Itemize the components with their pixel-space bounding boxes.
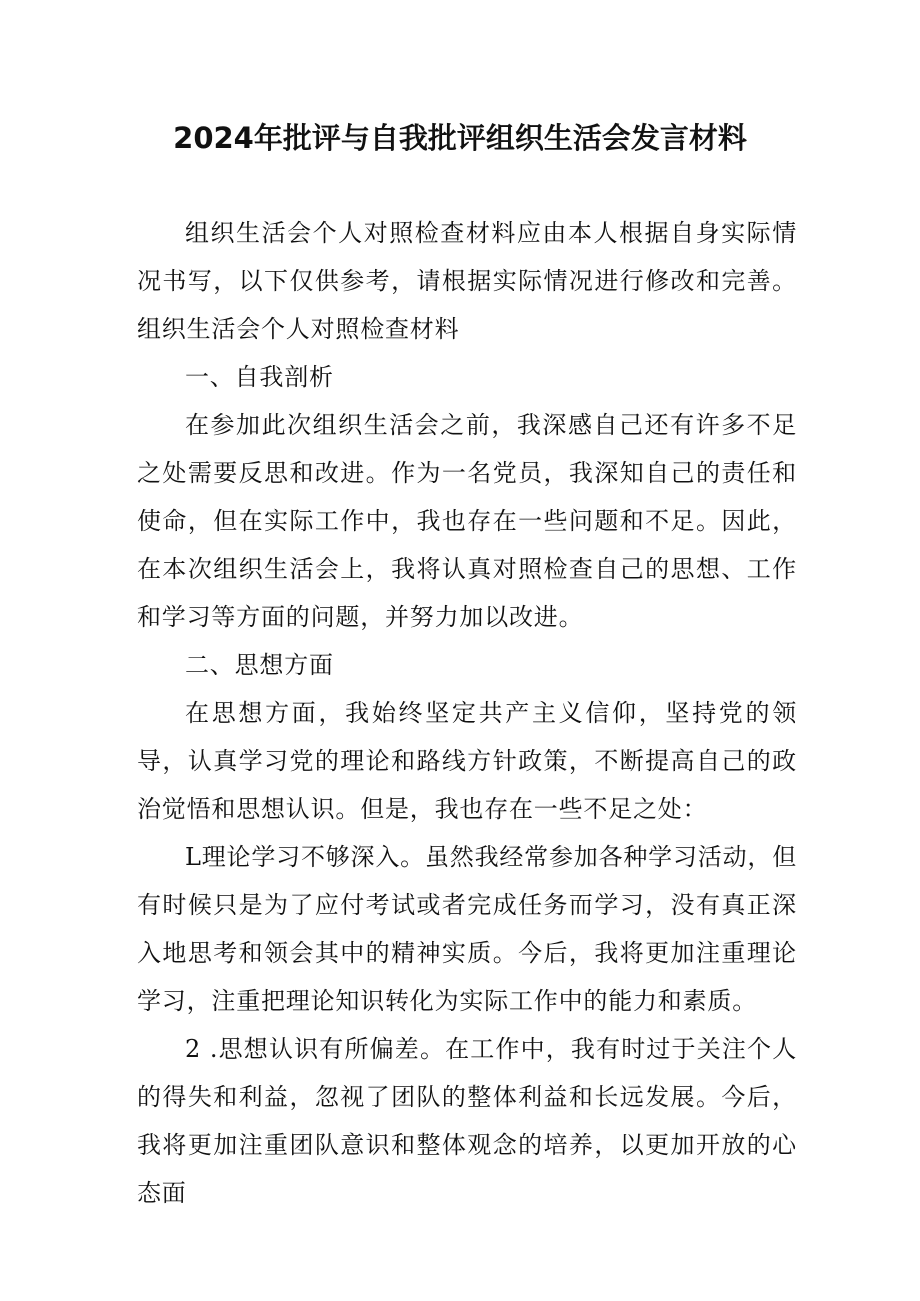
section-heading-self-analysis: 一、自我剖析 xyxy=(185,363,334,391)
self-analysis-paragraph: 在参加此次组织生活会之前，我深感自己还有许多不足之处需要反思和改进。作为一名党员，我深知自己的责任和使命，但在实际工作中，我也存在一些问题和不足。因此，在本次组织生活会上，我将认真对照检查自己的思想、工作和学习等方面的问题，并努力加以改进。 xyxy=(137,411,797,631)
document-body xyxy=(137,209,797,1217)
list-item-thought-deviation: 2 .思想认识有所偏差。在工作中，我有时过于关注个人的得失和利益，忽视了团队的整体利益和长远发展。今后，我将更加注重团队意识和整体观念的培养，以更加开放的心态面 xyxy=(137,1035,797,1207)
thought-paragraph: 在思想方面，我始终坚定共产主义信仰，坚持党的领导，认真学习党的理论和路线方针政策，不断提高自己的政治觉悟和思想认识。但是，我也存在一些不足之处： xyxy=(137,699,797,823)
section-heading-thought: 二、思想方面 xyxy=(185,651,334,679)
intro-paragraph: 组织生活会个人对照检查材料应由本人根据自身实际情况书写，以下仅供参考，请根据实际情况进行修改和完善。组织生活会个人对照检查材料 xyxy=(137,219,797,343)
list-item-theory-study: L理论学习不够深入。虽然我经常参加各种学习活动，但有时候只是为了应付考试或者完成任务而学习，没有真正深入地思考和领会其中的精神实质。今后，我将更加注重理论学习，注重把理论知识转化为实际工作中的能力和素质。 xyxy=(137,843,797,1015)
document-title: 2024年批评与自我批评组织生活会发言材料 xyxy=(173,121,747,155)
